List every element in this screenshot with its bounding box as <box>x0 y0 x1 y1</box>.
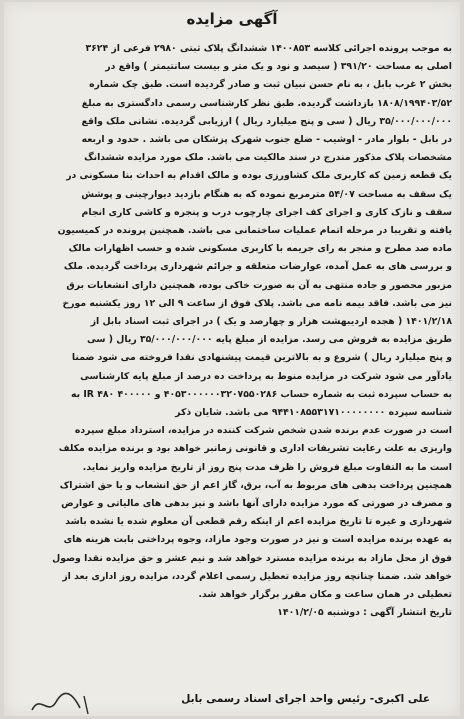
notice-body <box>12 40 452 623</box>
body-line: به عهده برنده مزایده است و نیز در صورت وجود مازاد، وجوه پرداختی بابت هزینه های <box>63 534 452 546</box>
body-line: مزبور محصور و جاده منتهی به آن به صورت خاکی بوده، همچنین دارای انشعابات برق <box>66 279 452 291</box>
body-line: طریق مزایده به فروش می رسد. مزایده از مبلغ پایه ۳۵/۰۰۰/۰۰۰/۰۰۰ ریال ( سی <box>87 334 452 346</box>
body-line: یک قطعه زمین که کاربری ملک کشاورزی بوده و مالک اقدام به احداث بنا مسکونی در <box>66 170 452 182</box>
body-line: در بابل - بلوار مادر - اوشیب - ضلع جنوب شهرک پزشکان می باشد . حدود و اربعه <box>81 134 452 146</box>
body-line: است ما به التفاوت مبلغ فروش را ظرف مدت پنج روز از تاریخ مزایده واریز نماید. <box>82 461 452 473</box>
body-line: به موجب پرونده اجرائی کلاسه ۱۴۰۰۸۵۳ ششدانگ پلاک ثبتی ۲۹۸۰ فرعی از ۳۶۲۴ <box>85 43 452 54</box>
notice-page <box>4 2 460 716</box>
body-line: خواهد شد. ضمنا چنانچه روز مزایده تعطیل رسمی اعلام گردد، مزایده روز اداری بعد از <box>62 570 452 582</box>
body-line: سقف و نازک کاری و اجرای کف اجرای چارچوب درب و پنجره و کاشی کاری انجام <box>81 206 452 218</box>
body-line: فوق از محل مازاد به برنده مزایده مسترد خواهد شد و نیم عشر و حق مزایده نقدا وصول <box>52 552 452 564</box>
signature-line: علی اکبری- رئیس واحد اجرای اسناد رسمی بابل <box>181 693 430 705</box>
body-line: ماده صد مطرح و منجر به رای جریمه با کاربری مسکونی شده و حسب اظهارات مالک <box>68 243 452 255</box>
body-line: است در صورت عدم برنده شدن شخص شرکت کننده در مزایده، استرداد مبلغ سپرده <box>74 425 452 437</box>
body-line: نیز می باشد. فاقد بیمه نامه می باشد. پلاک فوق از ساعت ۹ الی ۱۲ روز یکشنبه مورخ <box>62 297 452 309</box>
body-line: ۱۸۰۸/۱۹۹۴۰۳/۵۲ بازداشت گردیده. طبق نظر کارشناسی رسمی دادگستری به مبلغ <box>81 97 452 109</box>
body-line: تعطیلی در همان ساعت و مکان مقرر برگزار خواهد شد. <box>198 589 452 601</box>
body-line: ۱۴۰۱/۲/۱۸ ( هجده اردیبهشت هزار و چهارصد و یک ) در اجرای ثبت اسناد بابل از <box>90 316 452 328</box>
body-line: مشخصات پلاک مذکور مندرج در سند مالکیت می باشد. ملک مورد مزایده ششدانگ <box>84 152 452 164</box>
body-line: یافته و تقریبا در مرحله اتمام عملیات ساختمانی می باشد. همچنین پرونده در کمیسیون <box>57 225 452 237</box>
body-line: و مصرف در صورتی که مورد مزایده دارای آنها باشد و نیز بدهی های مالیاتی و عوارض <box>61 498 452 510</box>
body-line: و پنج میلیارد ریال ) شروع و به بالاترین قیمت پیشنهادی نقدا فروخته می شود ضمنا <box>71 352 452 364</box>
body-line: یادآور می شود شرکت در مزایده منوط به پرداخت ده درصد از مبلغ پایه کارشناسی <box>80 370 452 382</box>
handwritten-mark-icon <box>22 688 102 718</box>
body-line: شهرداری و غیره تا تاریخ مزایده اعم از اینکه رقم قطعی آن معلوم شده یا نشده باشد <box>65 516 452 528</box>
body-line: یک سقف به مساحت ۵۴/۰۷ مترمربع نموده که به هنگام بازدید دیوارچینی و پوشش <box>81 188 452 200</box>
body-line: و بررسی های به عمل آمده، عوارضات متعلقه و جرائم شهرداری پرداخت گردیده. ملک <box>63 261 452 273</box>
publish-date-line: تاریخ انتشار آگهی : دوشنبه ۱۴۰۱/۲/۰۵ <box>277 607 452 619</box>
notice-title: آگهی مزایده <box>186 10 278 28</box>
body-line: بخش ۲ غرب بابل ، به نام حسن نبیان ثبت و صادر گردیده است. طبق چک شماره <box>89 79 452 91</box>
body-line: به حساب سپرده ثبت به شماره حساب ۴۰۵۳۰۰۰۰۰۰۳۲۰۷۵۵۰۲۸۶ و ۴۰۰۰۰۰ ۴۸۰ IR به <box>70 388 452 400</box>
body-line: همچنین پرداخت بدهی های مربوط به آب، برق، گاز اعم از حق انشعاب و یا حق اشتراک <box>59 479 452 491</box>
body-line: اصلی به مساحت ۳۹۱/۲۰ ( سیصد و نود و یک متر و بیست سانتیمتر ) واقع در <box>105 61 452 73</box>
body-line: واریزی به علت رعایت تشریفات اداری و قانونی زمانبر خواهد بود و برنده مزایده مکلف <box>58 443 452 455</box>
body-line: شناسه سپرده ۹۴۴۱۰۸۵۵۳۱۷۱۰۰۰۰۰۰۰۰ می باشد. شایان ذکر <box>175 407 452 419</box>
body-line: ۳۵/۰۰۰/۰۰۰/۰۰۰ ریال ( سی و پنج میلیارد ریال ) ارزیابی گردیده. نشانی ملک واقع <box>81 115 452 127</box>
